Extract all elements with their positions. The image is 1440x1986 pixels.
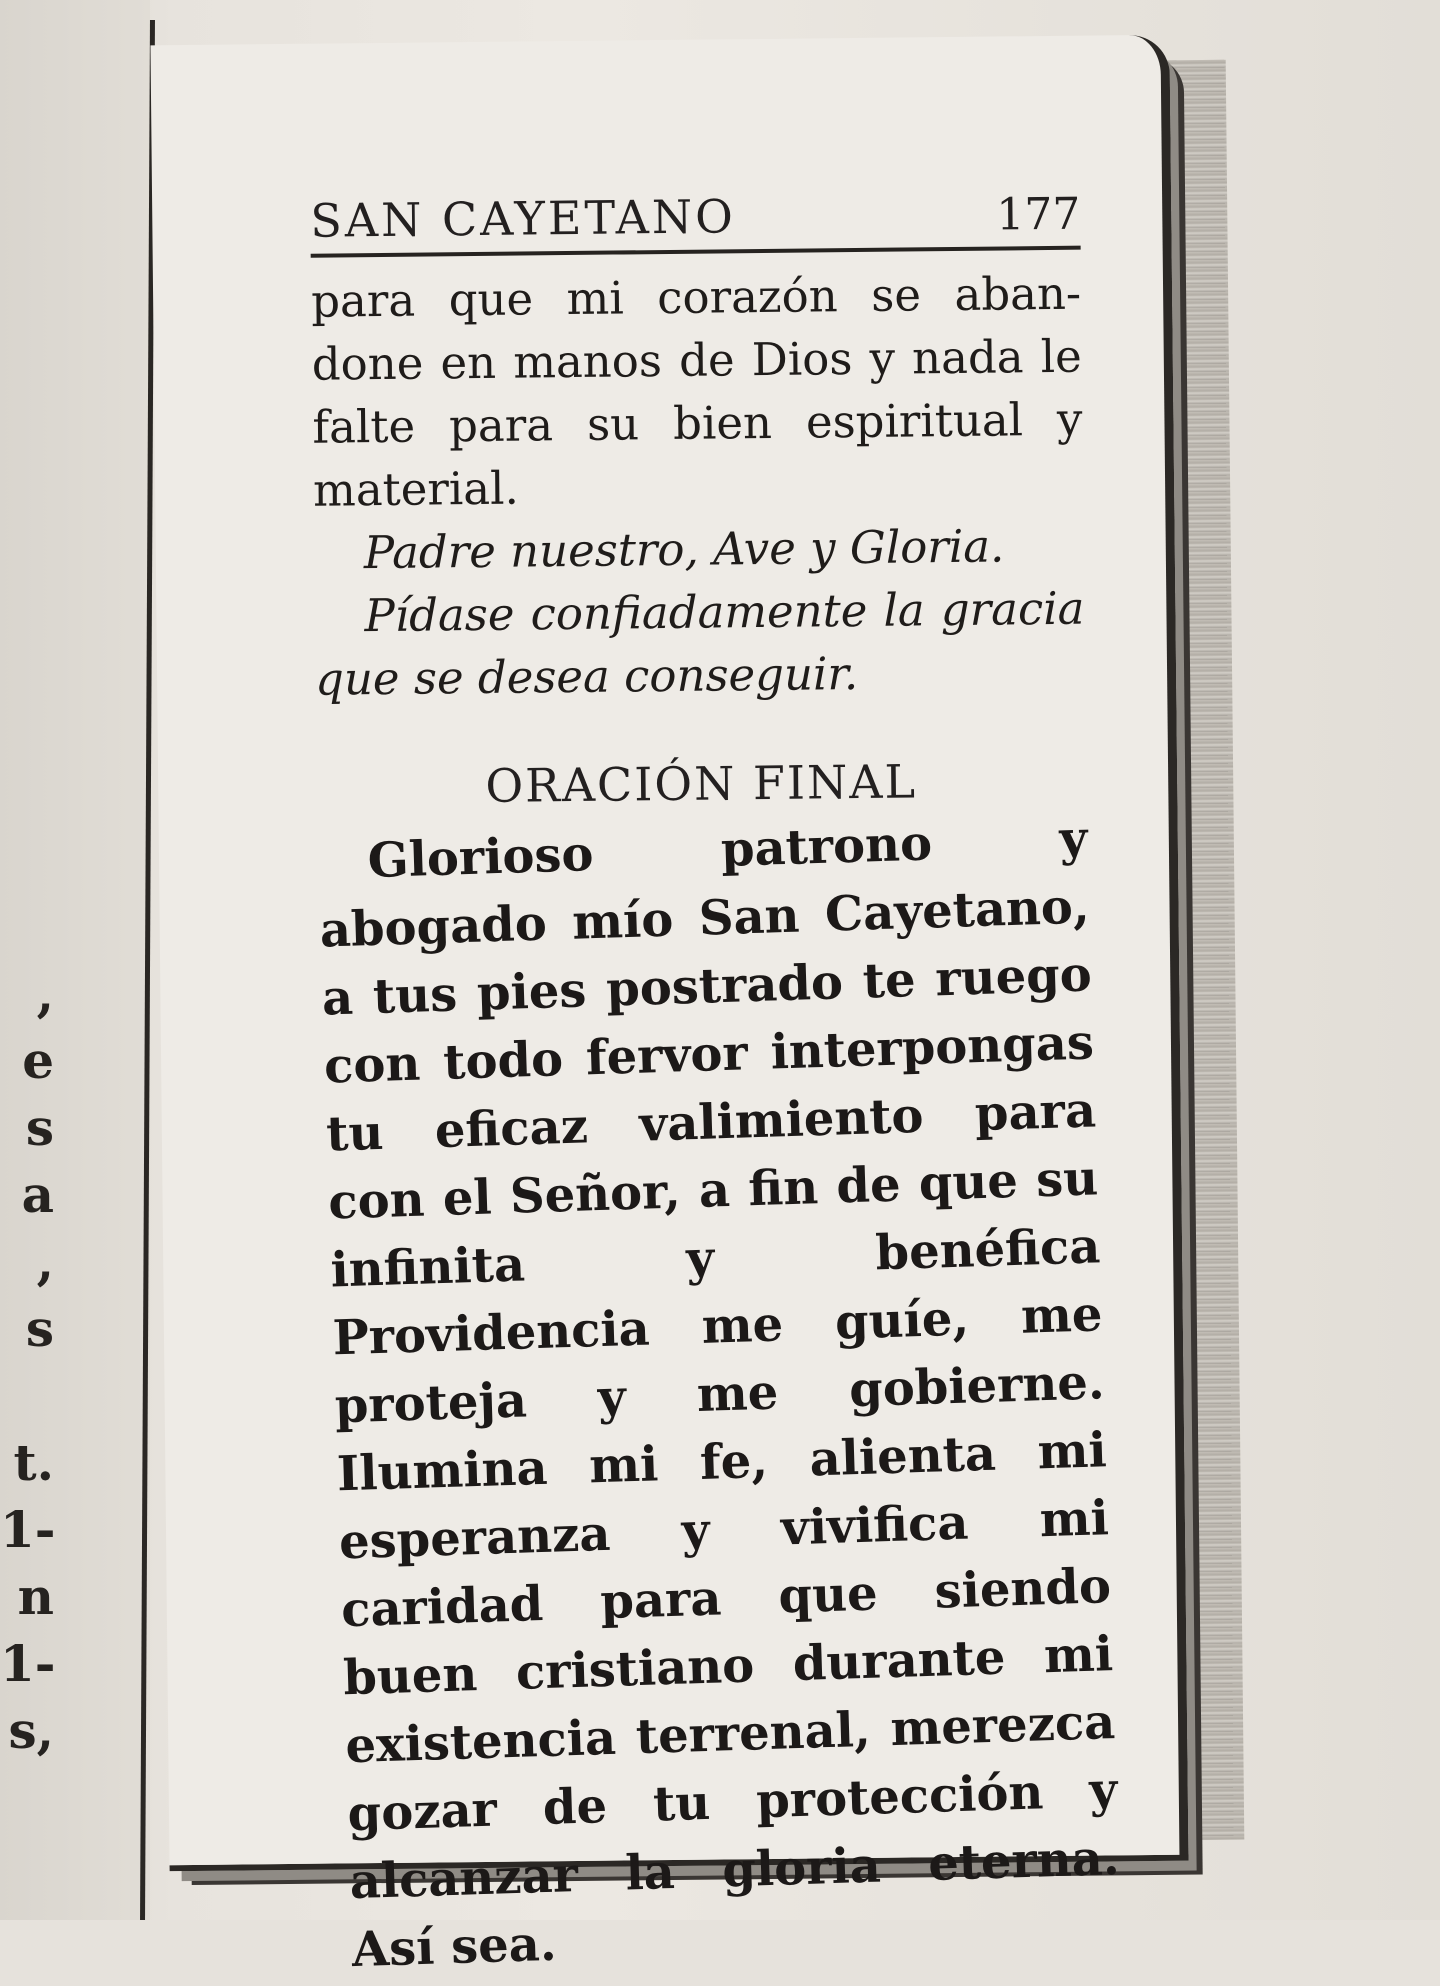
rubric-line: Padre nuestro, Ave y Gloria.: [363, 519, 1005, 580]
prev-fragment: ,: [36, 1232, 54, 1291]
book-page: [150, 35, 1188, 1979]
continuation-paragraph: para que mi corazón se aban-done en manos de Dios y nada le falte para su bien espiritual y material.: [310, 266, 1083, 517]
prev-fragment: s: [25, 1299, 54, 1358]
page-number: 177: [996, 188, 1081, 241]
prev-fragment: e: [22, 1031, 54, 1090]
previous-page: [0, 0, 150, 1920]
prev-fragment: 1-: [0, 1634, 56, 1693]
previous-page-text-fragments: [0, 960, 60, 1764]
prev-fragment: [0, 1362, 60, 1429]
rubric-line: Pídase confiadamente la gracia que se desea conseguir.: [314, 581, 1085, 706]
prev-fragment: a: [21, 1165, 54, 1224]
running-head: [310, 186, 1081, 258]
page-content: [310, 186, 1121, 1985]
prev-fragment: s,: [8, 1701, 54, 1760]
prev-fragment: s: [25, 1098, 54, 1157]
prev-fragment: ,: [36, 964, 54, 1023]
section-title: ORACIÓN FINAL: [485, 754, 918, 813]
prev-fragment: n: [17, 1567, 54, 1626]
running-title: SAN CAYETANO: [310, 189, 737, 248]
prev-fragment: 1-: [0, 1500, 56, 1559]
final-prayer-paragraph: Glorioso patrono y abogado mío San Cayetano, a tus pies postrado te ruego con todo fervor interpongas tu eficaz valimiento para con el Señor, a fin de que su infinita y benéfica Providencia me guíe, me proteja y me gobierne. Ilumina mi fe, alienta mi esperanza y vivifica mi caridad para que siendo buen cristiano durante mi existencia terrenal, merezca gozar de tu protección y alcanzar la gloria eterna. Así sea.: [319, 810, 1121, 1979]
prev-fragment: t.: [13, 1433, 54, 1492]
